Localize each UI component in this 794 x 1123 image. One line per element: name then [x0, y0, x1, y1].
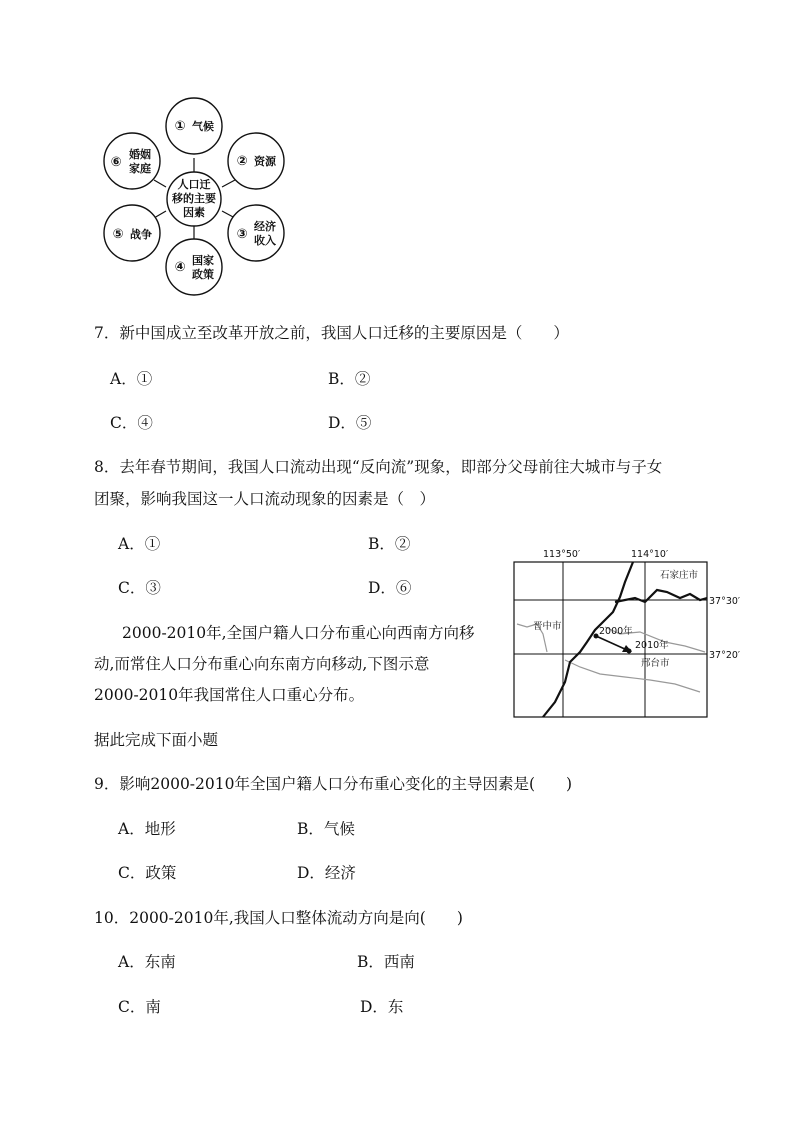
q9-option-a[interactable]: A．地形: [118, 820, 176, 838]
node-5-num: ⑤: [112, 227, 124, 242]
lat-label-1: 37°30′: [709, 596, 741, 607]
node-5-label: 战争: [130, 228, 152, 241]
q8-option-a[interactable]: A．①: [118, 535, 161, 553]
movement-arrow: [596, 636, 627, 650]
q7-stem: 7．新中国成立至改革开放之前，我国人口迁移的主要原因是（ ）: [94, 324, 569, 342]
node-2-label: 资源: [254, 155, 276, 168]
q10-option-c[interactable]: C．南: [118, 998, 161, 1016]
node-4-label-2: 政策: [192, 268, 214, 281]
city-shijiazhuang: 石家庄市: [660, 570, 699, 581]
point-2010: [627, 649, 632, 654]
lon-label-2: 114°10′: [631, 549, 669, 560]
q9-stem: 9．影响2000-2010年全国户籍人口分布重心变化的主导因素是( ): [94, 775, 573, 793]
migration-factors-diagram: [100, 95, 300, 300]
node-1-label: 气候: [192, 120, 214, 133]
node-3-label-2: 收入: [254, 234, 276, 247]
q9-option-c[interactable]: C．政策: [118, 864, 177, 882]
city-xingtai: 邢台市: [641, 658, 670, 669]
provincial-boundary: [543, 562, 633, 717]
center-line-1: 人口迁: [177, 178, 211, 191]
city-jinzhong: 晋中市: [533, 621, 562, 632]
node-4-num: ④: [174, 260, 186, 275]
q7-option-c[interactable]: C．④: [110, 414, 153, 432]
node-6-label-2: 家庭: [129, 162, 151, 175]
river-3: [565, 660, 700, 692]
node-3-label-1: 经济: [254, 220, 276, 233]
passage-line2: 动,而常住人口分布重心向东南方向移动,下图示意: [94, 655, 430, 673]
q8-option-d[interactable]: D．⑥: [368, 579, 412, 597]
q8-option-c[interactable]: C．③: [118, 579, 161, 597]
node-6-label-1: 婚姻: [129, 148, 151, 161]
q10-option-d[interactable]: D．东: [360, 998, 404, 1016]
center-line-2: 移的主要: [172, 192, 216, 205]
q7-option-d[interactable]: D．⑤: [328, 414, 372, 432]
q7-option-a[interactable]: A．①: [110, 370, 153, 388]
passage-line3: 2000-2010年我国常住人口重心分布。: [94, 686, 365, 704]
q8-stem-line2: 团聚，影响我国这一人口流动现象的因素是（ ）: [94, 490, 436, 508]
q7-option-b[interactable]: B．②: [328, 370, 371, 388]
lon-label-1: 113°50′: [543, 549, 581, 560]
lat-label-2: 37°20′: [709, 650, 741, 661]
q10-option-a[interactable]: A．东南: [118, 953, 176, 971]
node-2-num: ②: [236, 154, 248, 169]
population-center-map: [505, 542, 755, 722]
node-6-num: ⑥: [110, 155, 122, 170]
map-frame: [514, 562, 707, 717]
node-3-num: ③: [236, 227, 248, 242]
q8-stem-line1: 8．去年春节期间，我国人口流动出现“反向流”现象，即部分父母前往大城市与子女: [94, 458, 663, 476]
q9-option-b[interactable]: B．气候: [297, 820, 355, 838]
year-2010: 2010年: [635, 640, 669, 651]
q10-option-b[interactable]: B．西南: [357, 953, 415, 971]
instruction: 据此完成下面小题: [94, 731, 219, 749]
node-1-num: ①: [174, 119, 186, 134]
node-4-label-1: 国家: [192, 254, 214, 267]
center-line-3: 因素: [183, 206, 205, 219]
q9-option-d[interactable]: D．经济: [297, 864, 356, 882]
q8-option-b[interactable]: B．②: [368, 535, 411, 553]
year-2000: 2000年: [599, 626, 633, 637]
q10-stem: 10．2000-2010年,我国人口整体流动方向是向( ): [94, 909, 463, 927]
passage-line1: 2000-2010年,全国户籍人口分布重心向西南方向移: [122, 624, 475, 642]
